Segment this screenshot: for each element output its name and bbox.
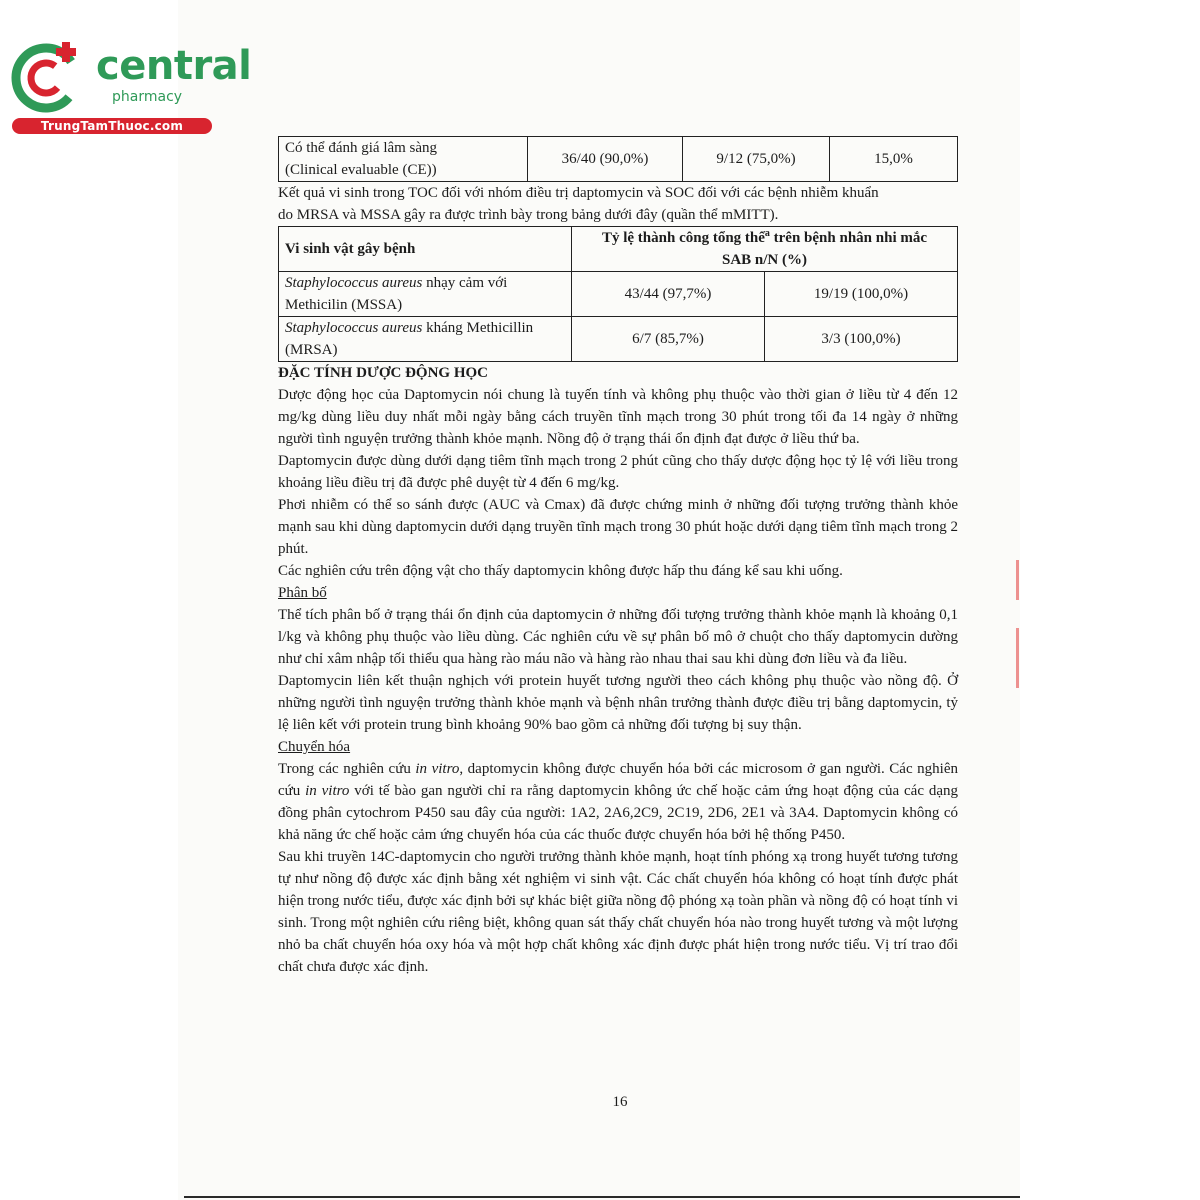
cell-text: nhạy cảm với <box>422 275 508 291</box>
table-cell: 19/19 (100,0%) <box>765 272 958 317</box>
header-text: trên bệnh nhân nhi mắc <box>769 230 928 246</box>
paragraph: Các nghiên cứu trên động vật cho thấy daptomycin không được hấp thu đáng kể sau khi uống. <box>278 563 843 579</box>
paragraph: Phơi nhiễm có thể so sánh được (AUC và Cmax) đã được chứng minh ở những đối tượng trưởng thành khỏe mạnh sau khi dùng daptomycin dưới dạng truyền tĩnh mạch trong 30 phút hoặc dưới dạng tiêm tĩnh mạch trong 2 phút. <box>278 497 958 557</box>
paragraph: Daptomycin liên kết thuận nghịch với protein huyết tương người theo cách không phụ thuộc vào nồng độ. Ở những người tình nguyện trưởng thành khỏe mạnh và bệnh nhân trưởng thành được điều trị bằng daptomycin, tỷ lệ liên kết với protein trung bình khoảng 90% bao gồm cả những đối tượng bị suy thận. <box>278 673 958 733</box>
intro-line: Kết quả vi sinh trong TOC đối với nhóm điều trị daptomycin và SOC đối với các bệnh nhiễm khuẩn <box>278 185 879 201</box>
central-logo-icon <box>10 36 90 116</box>
table-cell: 6/7 (85,7%) <box>572 317 765 362</box>
italic-term: in vitro <box>305 783 350 799</box>
table-row <box>279 137 958 182</box>
header-text: Tỷ lệ thành công tổng thể <box>601 230 765 246</box>
organism-cell <box>279 317 572 362</box>
cell-text: (Clinical evaluable (CE)) <box>285 162 437 178</box>
cell-text: (MRSA) <box>285 342 338 358</box>
section-heading: ĐẶC TÍNH DƯỢC ĐỘNG HỌC <box>278 365 489 381</box>
scan-bottom-edge <box>184 1196 1020 1198</box>
central-pharmacy-logo[interactable] <box>10 36 252 136</box>
cell-text: Methicilin (MSSA) <box>285 297 403 313</box>
text-run: , daptomycin không được chuyển hóa bởi các microsom ở gan người. Các nghiên cứu <box>278 761 958 799</box>
table-cell: 3/3 (100,0%) <box>765 317 958 362</box>
subheading-metabolism: Chuyển hóa <box>278 739 351 755</box>
table-cell: 15,0% <box>830 137 958 182</box>
paragraph: Dược động học của Daptomycin nói chung là tuyến tính và không phụ thuộc vào thời gian ở liều từ 4 đến 12 mg/kg dùng liều duy nhất mỗi ngày bằng cách truyền tĩnh mạch trong 30 phút trong tối đa 14 ngày ở những người tình nguyện trưởng thành khỏe mạnh. Nồng độ ở trạng thái ổn định đạt được ở liều thứ ba. <box>278 387 958 447</box>
column-header-success-rate <box>572 227 958 272</box>
logo-name: central <box>96 43 252 89</box>
header-text: SAB n/N (%) <box>721 252 807 268</box>
paragraph: Sau khi truyền 14C-daptomycin cho người trưởng thành khỏe mạnh, hoạt tính phóng xạ trong huyết tương tương tự như nồng độ được xác định bằng xét nghiệm vi sinh vật. Các chất chuyển hóa không có hoạt tính được phát hiện trong nước tiểu, được xác định bởi sự khác biệt giữa nồng độ phóng xạ toàn phần và nồng độ có hoạt tính vi sinh. Trong một nghiên cứu riêng biệt, không quan sát thấy chất chuyển hóa nào trong huyết tương và một lượng nhỏ ba chất chuyển hóa oxy hóa và một hợp chất không xác định được phát hiện trong nước tiểu. Vị trí trao đổi chất chưa được xác định. <box>278 849 958 975</box>
italic-term: in vitro <box>415 761 460 777</box>
page-number: 16 <box>612 1094 628 1110</box>
table-row <box>279 317 958 362</box>
column-header-organism: Vi sinh vật gây bệnh <box>279 227 572 272</box>
text-run: với tế bào gan người chỉ ra rằng daptomycin không ức chế hoặc cảm ứng hoạt động của các dạng đồng phân cytochrom P450 sau đây của người: 1A2, 2A6,2C9, 2C19, 2D6, 2E1 và 3A4. Daptomycin không có khả năng ức chế hoặc cảm ứng chuyển hóa của các thuốc được chuyển hóa bởi hệ thống P450. <box>278 783 958 843</box>
paragraph <box>278 758 958 846</box>
cell-text: Có thể đánh giá lâm sàng <box>285 140 438 156</box>
table-cell: 43/44 (97,7%) <box>572 272 765 317</box>
table-row <box>279 272 958 317</box>
paragraph: Thể tích phân bố ở trạng thái ổn định của daptomycin ở những đối tượng trưởng thành khỏe mạnh là khoảng 0,1 l/kg và không phụ thuộc vào liều dùng. Các nghiên cứu về sự phân bố mô ở chuột cho thấy daptomycin dường như chỉ xâm nhập tối thiểu qua hàng rào máu não và hàng rào nhau thai sau khi dùng đơn liều và đa liều. <box>278 607 958 667</box>
logo-subtitle: pharmacy <box>112 89 183 105</box>
subheading-distribution: Phân bố <box>278 585 327 601</box>
cell-text: kháng Methicillin <box>422 320 534 336</box>
table-header-row <box>279 227 958 272</box>
text-run: Trong các nghiên cứu <box>278 761 416 777</box>
organism-cell <box>279 272 572 317</box>
microbiology-table <box>278 226 958 362</box>
organism-name: Staphylococcus aureus <box>285 275 423 291</box>
organism-name: Staphylococcus aureus <box>285 320 423 336</box>
table-cell: 9/12 (75,0%) <box>683 137 830 182</box>
clinical-evaluable-table <box>278 136 958 182</box>
document-content <box>278 136 958 978</box>
intro-line: do MRSA và MSSA gây ra được trình bày trong bảng dưới đây (quần thể mMITT). <box>278 207 779 223</box>
logo-site-link[interactable]: TrungTamThuoc.com <box>12 118 212 134</box>
scan-margin-mark <box>1016 628 1019 688</box>
table-cell: 36/40 (90,0%) <box>528 137 683 182</box>
footnote-marker: a <box>764 228 770 239</box>
paragraph: Daptomycin được dùng dưới dạng tiêm tĩnh mạch trong 2 phút cũng cho thấy dược động học tỷ lệ với liều trong khoảng liều điều trị đã được phê duyệt từ 4 đến 6 mg/kg. <box>278 453 958 491</box>
scan-margin-mark <box>1016 560 1019 600</box>
intro-paragraph <box>278 182 958 226</box>
table-cell-label <box>279 137 528 182</box>
